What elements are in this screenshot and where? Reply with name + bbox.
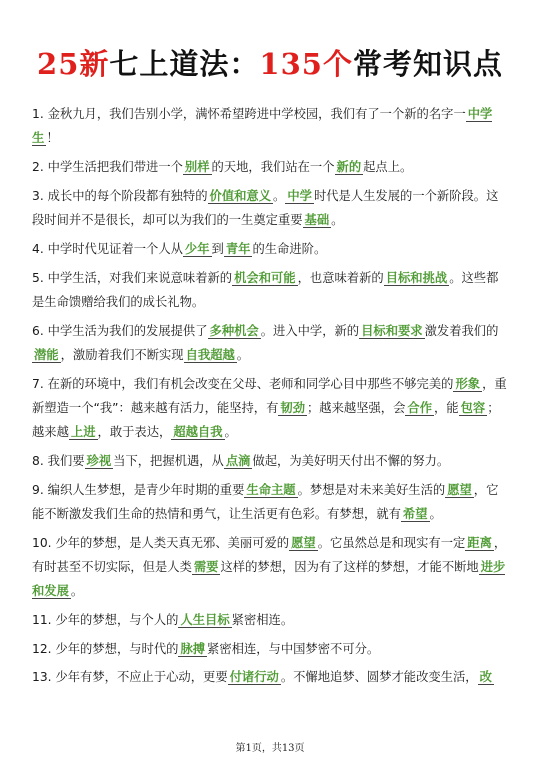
statement-text: ，重新塑造一个“我”：越来越有活力，能坚持，有: [32, 376, 507, 415]
statement-text: 。: [236, 347, 250, 362]
statement-text: 这样的梦想，因为有了这样的梦想，才能不断地: [220, 559, 479, 574]
answer-blank: 目标和要求: [361, 323, 423, 338]
statement-text: ，它能不断激发我们生命的热情和勇气，让生活更有色彩。有梦想，就有: [32, 482, 499, 521]
knowledge-point: [32, 372, 510, 445]
answer-blank: 愿望: [447, 482, 472, 497]
statement-text: 做起，为美好明天付出不懈的努力。: [252, 453, 450, 468]
answer-blank: 机会和可能: [234, 270, 296, 285]
answer-blank: 别样: [184, 160, 210, 174]
statement-text: ！: [46, 131, 59, 146]
answer-blank: 超越自我: [173, 425, 223, 439]
answer-blank: 形象: [455, 376, 481, 391]
statement-text: ；越来越坚强，会: [307, 400, 406, 415]
statement-text: 。: [331, 213, 344, 227]
statement-text: ，也意味着新的: [297, 270, 384, 285]
answer-blank: 进步和发展: [32, 559, 506, 598]
statement-text: 激发着我们的: [424, 323, 499, 338]
statement-text: 的天地，我们站在一个: [211, 160, 335, 174]
statement-text: 10. 少年的梦想，是人类天真无邪、美丽可爱的: [32, 535, 290, 550]
answer-blank: 愿望: [291, 535, 316, 550]
answer-blank: 目标和挑战: [385, 270, 448, 285]
statement-text: 2. 中学生活把我们带进一个: [32, 160, 183, 174]
knowledge-point: [32, 102, 510, 150]
knowledge-point: [32, 237, 510, 261]
statement-text: 当下，把握机遇，从: [113, 453, 224, 468]
answer-blank: 潜能: [34, 347, 59, 362]
page-footer: 第1页，共13页: [235, 743, 305, 754]
statement-text: 8. 我们要: [32, 453, 85, 468]
title-part-3: 135个: [259, 47, 353, 81]
statement-text: 。它虽然总是和现实有一定: [317, 535, 466, 550]
answer-blank: 中学: [287, 188, 312, 203]
statement-text: ，有时甚至不切实际，但是人类: [32, 535, 507, 574]
title-part-4: 常考知识点: [352, 47, 503, 81]
knowledge-point: [32, 449, 510, 473]
statement-text: 。: [273, 188, 286, 203]
statement-text: 9. 编织人生梦想，是青少年时期的重要: [32, 482, 245, 497]
answer-blank: 上进: [70, 425, 96, 439]
knowledge-point: [32, 155, 510, 179]
knowledge-point: [32, 266, 510, 314]
answer-blank: 基础: [304, 213, 330, 227]
statement-text: 6. 中学生活为我们的发展提供了: [32, 323, 208, 338]
statement-text: ，敢于表达，: [97, 425, 172, 439]
statement-text: 紧密相连，与中国梦密不可分。: [207, 641, 380, 656]
statement-text: 4. 中学时代见证着一个人从: [32, 241, 183, 256]
answer-blank: 少年: [184, 241, 210, 256]
answer-blank: 包容: [460, 400, 486, 415]
statement-text: 5. 中学生活，对我们来说意味着新的: [32, 270, 233, 285]
answer-blank: 自我超越: [185, 347, 235, 362]
answer-blank: 点滴: [225, 453, 251, 468]
answer-blank: 韧劲: [280, 400, 305, 415]
knowledge-point: [32, 608, 510, 632]
statement-text: 7. 在新的环境中，我们有机会改变在父母、老师和同学心目中那些不够完美的: [32, 376, 454, 391]
answer-blank: 改: [479, 670, 492, 685]
knowledge-point: [32, 478, 510, 526]
statement-text: 。不懈地追梦、圆梦才能改变生活，: [280, 670, 478, 685]
answer-blank: 价值和意义: [209, 188, 272, 203]
knowledge-points-list: [32, 102, 510, 694]
answer-blank: 中学生: [32, 107, 493, 146]
answer-blank: 人生目标: [180, 612, 230, 627]
answer-blank: 珍视: [86, 453, 112, 468]
statement-text: 时代是人生发展的一个新阶段。这段时间并不是很长，却可以为我们的一生奠定重要: [32, 188, 499, 227]
answer-blank: 希望: [402, 506, 428, 521]
statement-text: ，激励着我们不断实现: [60, 347, 184, 362]
statement-text: 到: [211, 241, 224, 256]
statement-text: 3. 成长中的每个阶段都有独特的: [32, 188, 208, 203]
knowledge-point: [32, 531, 510, 604]
statement-text: ，能: [434, 400, 459, 415]
answer-blank: 新的: [336, 160, 362, 174]
knowledge-point: [32, 184, 510, 232]
statement-text: ；越来越: [32, 400, 500, 439]
answer-blank: 距离: [467, 535, 492, 550]
statement-text: 12. 少年的梦想，与时代的: [32, 641, 179, 656]
knowledge-point: [32, 637, 510, 661]
answer-blank: 多种机会: [209, 323, 259, 338]
document-title: [0, 42, 540, 83]
answer-blank: 付诸行动: [229, 670, 279, 685]
answer-blank: 生命主题: [246, 482, 296, 497]
statement-text: 11. 少年的梦想，与个人的: [32, 612, 179, 627]
title-part-2: 七上道法：: [109, 47, 260, 81]
answer-blank: 脉搏: [180, 641, 206, 656]
statement-text: 。进入中学，新的: [260, 323, 360, 338]
statement-text: 13. 少年有梦，不应止于心动，更要: [32, 670, 228, 685]
statement-text: 。: [224, 425, 237, 439]
title-part-1: 25新: [37, 47, 110, 81]
statement-text: 紧密相连。: [231, 612, 294, 627]
knowledge-point: [32, 665, 510, 689]
statement-text: 。梦想是对未来美好生活的: [297, 482, 446, 497]
statement-text: 的生命进阶。: [252, 241, 327, 256]
answer-blank: 青年: [225, 241, 251, 256]
statement-text: 。: [429, 506, 442, 521]
answer-blank: 需要: [193, 559, 219, 574]
statement-text: 。: [70, 584, 84, 598]
answer-blank: 合作: [407, 400, 432, 415]
statement-text: 。这些都是生命馈赠给我们的成长礼物。: [32, 270, 499, 309]
statement-text: 1. 金秋九月，我们告别小学，满怀希望跨进中学校园，我们有了一个新的名字一: [32, 107, 466, 121]
knowledge-point: [32, 319, 510, 367]
statement-text: 起点上。: [363, 160, 413, 174]
